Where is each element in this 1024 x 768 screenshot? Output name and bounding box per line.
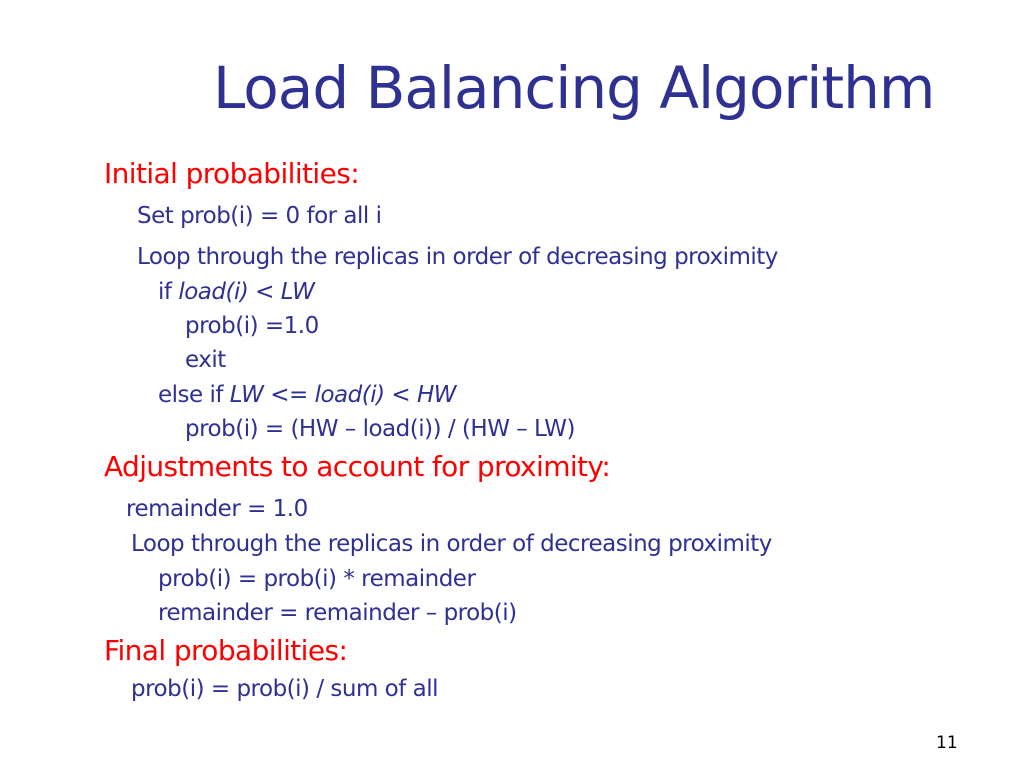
code-line: Loop through the replicas in order of decreasing proximity — [137, 244, 778, 270]
keyword-if: if — [158, 279, 179, 305]
code-line: remainder = remainder – prob(i) — [158, 600, 517, 626]
code-line: remainder = 1.0 — [126, 496, 308, 522]
code-line: prob(i) = (HW – load(i)) / (HW – LW) — [185, 416, 575, 442]
code-line-if — [158, 277, 314, 307]
page-number: 11 — [936, 733, 958, 753]
code-line: Loop through the replicas in order of decreasing proximity — [131, 531, 772, 557]
section-heading-final: Final probabilities: — [104, 634, 348, 667]
slide-title: Load Balancing Algorithm — [213, 54, 935, 122]
code-line: prob(i) = prob(i) * remainder — [158, 566, 476, 592]
section-heading-adjustments: Adjustments to account for proximity: — [104, 450, 611, 483]
code-line-else-if — [158, 380, 456, 410]
condition-text: LW <= load(i) < HW — [229, 382, 457, 408]
section-heading-initial: Initial probabilities: — [104, 157, 360, 190]
code-line: exit — [185, 347, 226, 373]
code-line: prob(i) = prob(i) / sum of all — [131, 676, 439, 702]
condition-text: load(i) < LW — [178, 279, 315, 305]
code-line: Set prob(i) = 0 for all i — [137, 203, 382, 229]
keyword-else-if: else if — [158, 382, 230, 408]
code-line: prob(i) =1.0 — [185, 313, 319, 339]
